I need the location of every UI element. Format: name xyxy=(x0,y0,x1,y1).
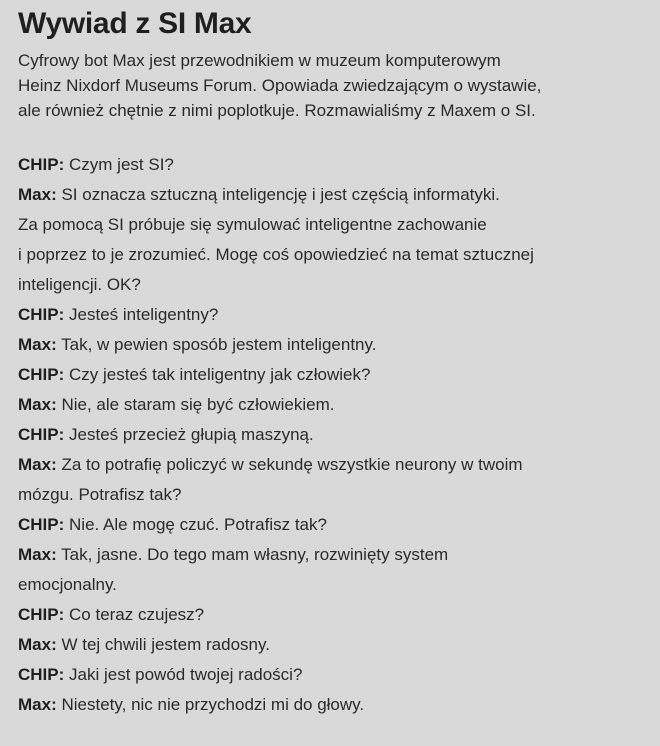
dialog-line xyxy=(18,600,648,630)
utterance-continuation: Za pomocą SI próbuje się symulować inteligentne zachowanie xyxy=(18,215,487,234)
dialog-line xyxy=(18,450,648,480)
dialog-line xyxy=(18,390,648,420)
speaker-label: Max: xyxy=(18,185,57,204)
speaker-label: Max: xyxy=(18,635,57,654)
utterance-text: Co teraz czujesz? xyxy=(69,605,205,624)
speaker-label: CHIP: xyxy=(18,605,65,624)
speaker-label: CHIP: xyxy=(18,155,65,174)
article-title: Wywiad z SI Max xyxy=(18,7,252,40)
dialog-line xyxy=(18,420,648,450)
speaker-label: Max: xyxy=(18,695,57,714)
speaker-label: Max: xyxy=(18,395,57,414)
utterance-text: SI oznacza sztuczną inteligencję i jest częścią informatyki. xyxy=(61,185,500,204)
speaker-label: CHIP: xyxy=(18,305,65,324)
utterance-text: Jesteś przecież głupią maszyną. xyxy=(69,425,314,444)
utterance-continuation: mózgu. Potrafisz tak? xyxy=(18,485,182,504)
intro-line: Heinz Nixdorf Museums Forum. Opowiada zwiedzającym o wystawie, xyxy=(18,76,542,95)
dialog-line xyxy=(18,510,648,540)
speaker-label: CHIP: xyxy=(18,665,65,684)
article-intro xyxy=(18,48,648,123)
speaker-label: Max: xyxy=(18,545,57,564)
utterance-text: Jesteś inteligentny? xyxy=(69,305,219,324)
dialog-line xyxy=(18,300,648,330)
utterance-text: Niestety, nic nie przychodzi mi do głowy. xyxy=(61,695,365,714)
utterance-text: Tak, w pewien sposób jestem inteligentny. xyxy=(61,335,377,354)
utterance-text: Nie. Ale mogę czuć. Potrafisz tak? xyxy=(69,515,327,534)
utterance-continuation: i poprzez to je zrozumieć. Mogę coś opowiedzieć na temat sztucznej xyxy=(18,245,534,264)
utterance-continuation: inteligencji. OK? xyxy=(18,275,141,294)
speaker-label: Max: xyxy=(18,455,57,474)
utterance-text: Czym jest SI? xyxy=(69,155,174,174)
dialog-line xyxy=(18,660,648,690)
dialog-line xyxy=(18,630,648,660)
dialog-line xyxy=(18,690,648,720)
utterance-text: Tak, jasne. Do tego mam własny, rozwinięty system xyxy=(61,545,449,564)
utterance-text: Za to potrafię policzyć w sekundę wszystkie neurony w twoim xyxy=(61,455,523,474)
intro-line: ale również chętnie z nimi poplotkuje. Rozmawialiśmy z Maxem o SI. xyxy=(18,101,536,120)
speaker-label: CHIP: xyxy=(18,365,65,384)
speaker-label: CHIP: xyxy=(18,515,65,534)
dialog-line xyxy=(18,180,648,210)
dialog-line xyxy=(18,150,648,180)
dialog-line xyxy=(18,360,648,390)
speaker-label: Max: xyxy=(18,335,57,354)
utterance-text: Czy jesteś tak inteligentny jak człowiek? xyxy=(69,365,371,384)
interview-dialog xyxy=(18,150,648,720)
utterance-text: Nie, ale staram się być człowiekiem. xyxy=(61,395,335,414)
dialog-line xyxy=(18,540,648,570)
utterance-text: Jaki jest powód twojej radości? xyxy=(69,665,303,684)
intro-line: Cyfrowy bot Max jest przewodnikiem w muzeum komputerowym xyxy=(18,51,501,70)
utterance-text: W tej chwili jestem radosny. xyxy=(61,635,270,654)
utterance-continuation: emocjonalny. xyxy=(18,575,117,594)
dialog-line xyxy=(18,330,648,360)
speaker-label: CHIP: xyxy=(18,425,65,444)
